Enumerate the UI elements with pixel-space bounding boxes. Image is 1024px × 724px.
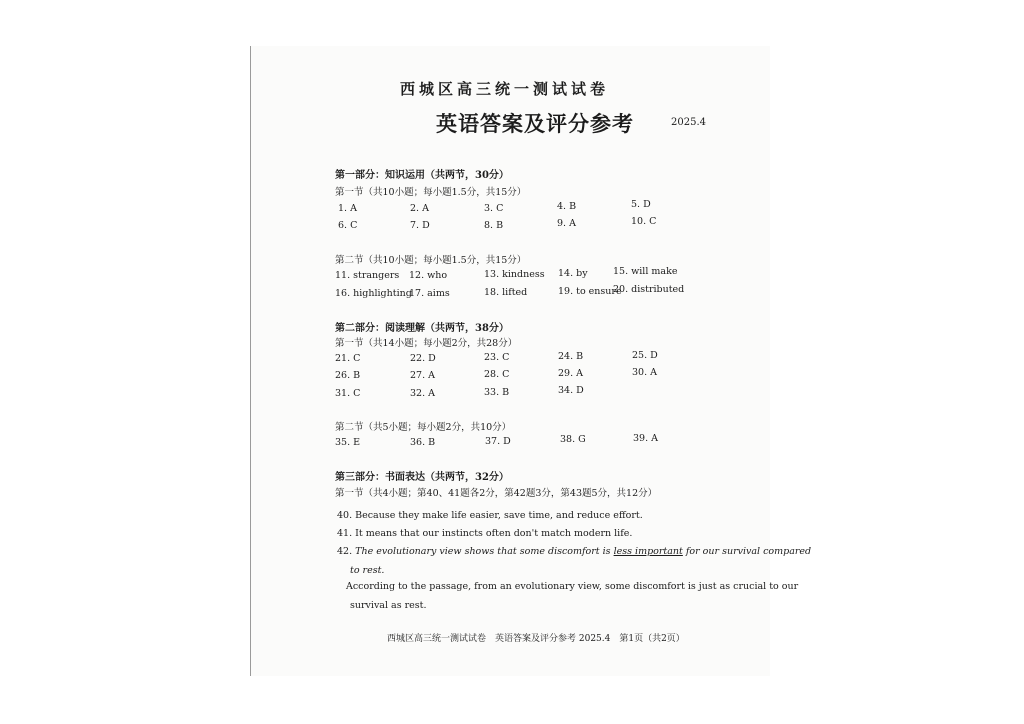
document-subtitle: 英语答案及评分参考	[436, 111, 634, 136]
part1-section2-heading: 第二节（共10小题；每小题1.5分，共15分）	[335, 255, 527, 266]
part2-section2-heading: 第二节（共5小题；每小题2分，共10分）	[335, 422, 512, 433]
answer-item: 24. B	[558, 351, 584, 362]
answer-item: 37. D	[485, 436, 511, 447]
answer-q42-underlined: less important	[613, 546, 683, 557]
answer-item: 6. C	[338, 220, 358, 231]
answer-item: 29. A	[558, 368, 583, 379]
exam-title: 西城区高三统一测试试卷	[400, 80, 610, 98]
part3-heading: 第三部分：书面表达（共两节，32分）	[335, 472, 509, 483]
answer-item: 15. will make	[613, 266, 678, 277]
answer-item: 12. who	[409, 270, 448, 281]
answer-q42-line3: According to the passage, from an evolutionary view, some discomfort is just as crucial to our	[346, 581, 799, 592]
answer-item: 35. E	[335, 437, 361, 448]
part1-section1-heading: 第一节（共10小题；每小题1.5分，共15分）	[335, 187, 527, 198]
answer-q42-line4: survival as rest.	[350, 600, 427, 611]
answer-item: 19. to ensure	[558, 286, 622, 297]
answer-item: 26. B	[335, 370, 361, 381]
answer-item: 3. C	[484, 203, 504, 214]
answer-item: 27. A	[410, 370, 435, 381]
answer-q42-text-c: for our survival compared	[685, 546, 812, 557]
page-footer: 西城区高三统一测试试卷 英语答案及评分参考 2025.4 第1页（共2页）	[387, 634, 685, 644]
answer-q42-line1	[337, 546, 811, 557]
answer-q42-line2: to rest.	[350, 565, 385, 576]
answer-item: 11. strangers	[335, 270, 400, 281]
answer-item: 34. D	[558, 385, 584, 396]
answer-item: 9. A	[557, 218, 576, 229]
answer-item: 13. kindness	[484, 269, 545, 280]
answer-item: 2. A	[410, 203, 429, 214]
answer-item: 20. distributed	[613, 284, 685, 295]
answer-item: 21. C	[335, 353, 361, 364]
answer-item: 23. C	[484, 352, 510, 363]
answer-item: 28. C	[484, 369, 510, 380]
answer-item: 16. highlighting	[335, 288, 412, 299]
answer-item: 38. G	[560, 434, 586, 445]
answer-item: 39. A	[633, 433, 658, 444]
answer-item: 33. B	[484, 387, 510, 398]
answer-item: 22. D	[410, 353, 436, 364]
answer-q41: 41. It means that our instincts often don't match modern life.	[337, 528, 633, 539]
answer-item: 36. B	[410, 437, 436, 448]
document-date: 2025.4	[671, 117, 706, 128]
answer-item: 30. A	[632, 367, 657, 378]
part3-section1-heading: 第一节（共4小题；第40、41题各2分，第42题3分，第43题5分，共12分）	[335, 488, 658, 499]
answer-item: 14. by	[558, 268, 588, 279]
answer-item: 5. D	[631, 199, 651, 210]
answer-q42-text-a: The evolutionary view shows that some discomfort is	[355, 546, 611, 557]
page-left-edge	[250, 46, 251, 676]
part1-heading: 第一部分：知识运用（共两节，30分）	[335, 170, 509, 181]
part2-section1-heading: 第一节（共14小题；每小题2分，共28分）	[335, 338, 518, 349]
answer-item: 17. aims	[409, 288, 450, 299]
answer-item: 4. B	[557, 201, 577, 212]
answer-item: 7. D	[410, 220, 430, 231]
part2-heading: 第二部分：阅读理解（共两节，38分）	[335, 323, 509, 334]
answer-q40: 40. Because they make life easier, save time, and reduce effort.	[337, 510, 643, 521]
answer-item: 8. B	[484, 220, 504, 231]
answer-q42-number: 42.	[337, 546, 353, 557]
answer-item: 18. lifted	[484, 287, 528, 298]
answer-item: 25. D	[632, 350, 658, 361]
answer-item: 10. C	[631, 216, 657, 227]
answer-item: 31. C	[335, 388, 361, 399]
answer-item: 1. A	[338, 203, 357, 214]
answer-item: 32. A	[410, 388, 435, 399]
